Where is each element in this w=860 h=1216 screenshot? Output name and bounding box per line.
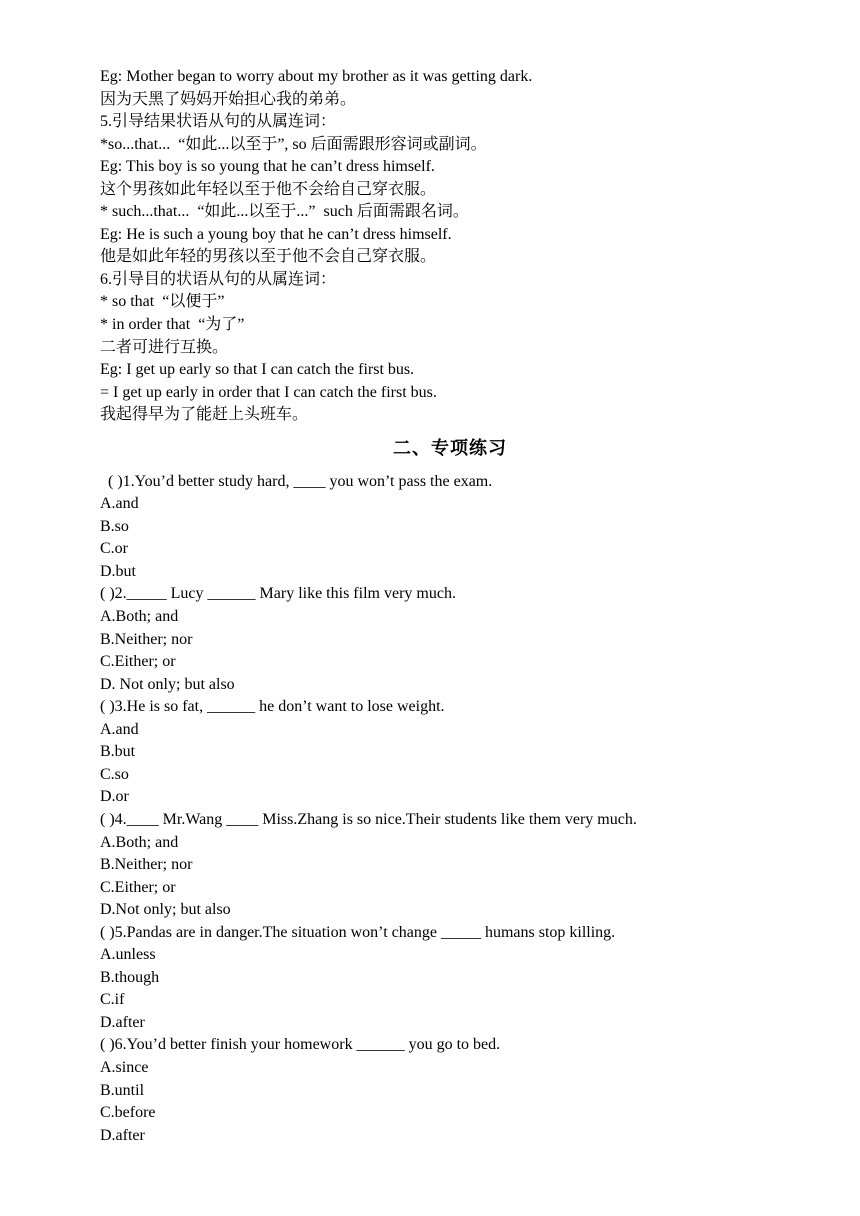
section-heading: 二、专项练习 (393, 437, 507, 459)
answer-option: C.before (100, 1104, 156, 1122)
exercise-question: ( )5.Pandas are in danger.The situation won’t change _____ humans stop killing. (100, 923, 616, 941)
grammar-notes (100, 66, 800, 427)
exercise-item (100, 809, 800, 922)
rule-item: * in order that “为了” (100, 316, 245, 334)
example-sentence: Eg: This boy is so young that he can’t dress himself. (100, 158, 435, 176)
answer-option: B.so (100, 517, 129, 535)
answer-option: B.until (100, 1081, 145, 1099)
exercise-item (100, 922, 800, 1035)
answer-option: D.after (100, 1126, 145, 1144)
exercise-question: ( )3.He is so fat, ______ he don’t want to lose weight. (100, 698, 445, 716)
exercise-item (100, 1034, 800, 1147)
answer-option: A.and (100, 720, 139, 738)
exercise-item (100, 471, 800, 584)
exercise-list (100, 471, 800, 1147)
example-sentence: = I get up early in order that I can catch the first bus. (100, 383, 437, 401)
example-translation: 因为天黑了妈妈开始担心我的弟弟。 (100, 90, 357, 108)
rule-item: * such...that... “如此...以至于...” such 后面需跟名词。 (100, 203, 469, 221)
answer-option: A.since (100, 1058, 149, 1076)
exercise-question: ( )6.You’d better finish your homework ______ you go to bed. (100, 1036, 501, 1054)
answer-option: D.or (100, 788, 129, 806)
answer-option: D.but (100, 562, 136, 580)
rule-heading: 5.引导结果状语从句的从属连词： (100, 113, 337, 131)
exercise-question: ( )2._____ Lucy ______ Mary like this film very much. (100, 585, 456, 603)
exercise-question: ( )1.You’d better study hard, ____ you won’t pass the exam. (100, 472, 493, 490)
answer-option: A.Both; and (100, 833, 179, 851)
example-translation: 这个男孩如此年轻以至于他不会给自己穿衣服。 (100, 180, 437, 198)
answer-option: B.Neither; nor (100, 856, 193, 874)
example-sentence: Eg: He is such a young boy that he can’t dress himself. (100, 225, 452, 243)
example-translation: 我起得早为了能赶上头班车。 (100, 406, 309, 424)
answer-option: D. Not only; but also (100, 675, 235, 693)
document-content (100, 66, 800, 1147)
rule-item: * so that “以便于” (100, 293, 225, 311)
rule-heading: 6.引导目的状语从句的从属连词： (100, 270, 337, 288)
exercise-question: ( )4.____ Mr.Wang ____ Miss.Zhang is so nice.Their students like them very much. (100, 810, 637, 828)
answer-option: A.Both; and (100, 608, 179, 626)
answer-option: C.or (100, 540, 128, 558)
answer-option: B.but (100, 743, 136, 761)
answer-option: B.Neither; nor (100, 630, 193, 648)
answer-option: C.if (100, 991, 125, 1009)
answer-option: C.so (100, 765, 129, 783)
answer-option: C.Either; or (100, 653, 176, 671)
answer-option: C.Either; or (100, 878, 176, 896)
answer-option: B.though (100, 968, 160, 986)
answer-option: A.and (100, 495, 139, 513)
answer-option: D.Not only; but also (100, 901, 231, 919)
exercise-item (100, 583, 800, 696)
answer-option: D.after (100, 1013, 145, 1031)
answer-option: A.unless (100, 946, 156, 964)
rule-note: 二者可进行互换。 (100, 338, 229, 356)
example-sentence: Eg: Mother began to worry about my brother as it was getting dark. (100, 68, 533, 85)
rule-item: *so...that... “如此...以至于”, so 后面需跟形容词或副词。 (100, 135, 487, 153)
example-translation: 他是如此年轻的男孩以至于他不会自己穿衣服。 (100, 248, 437, 266)
example-sentence: Eg: I get up early so that I can catch the first bus. (100, 361, 415, 379)
exercise-item (100, 696, 800, 809)
